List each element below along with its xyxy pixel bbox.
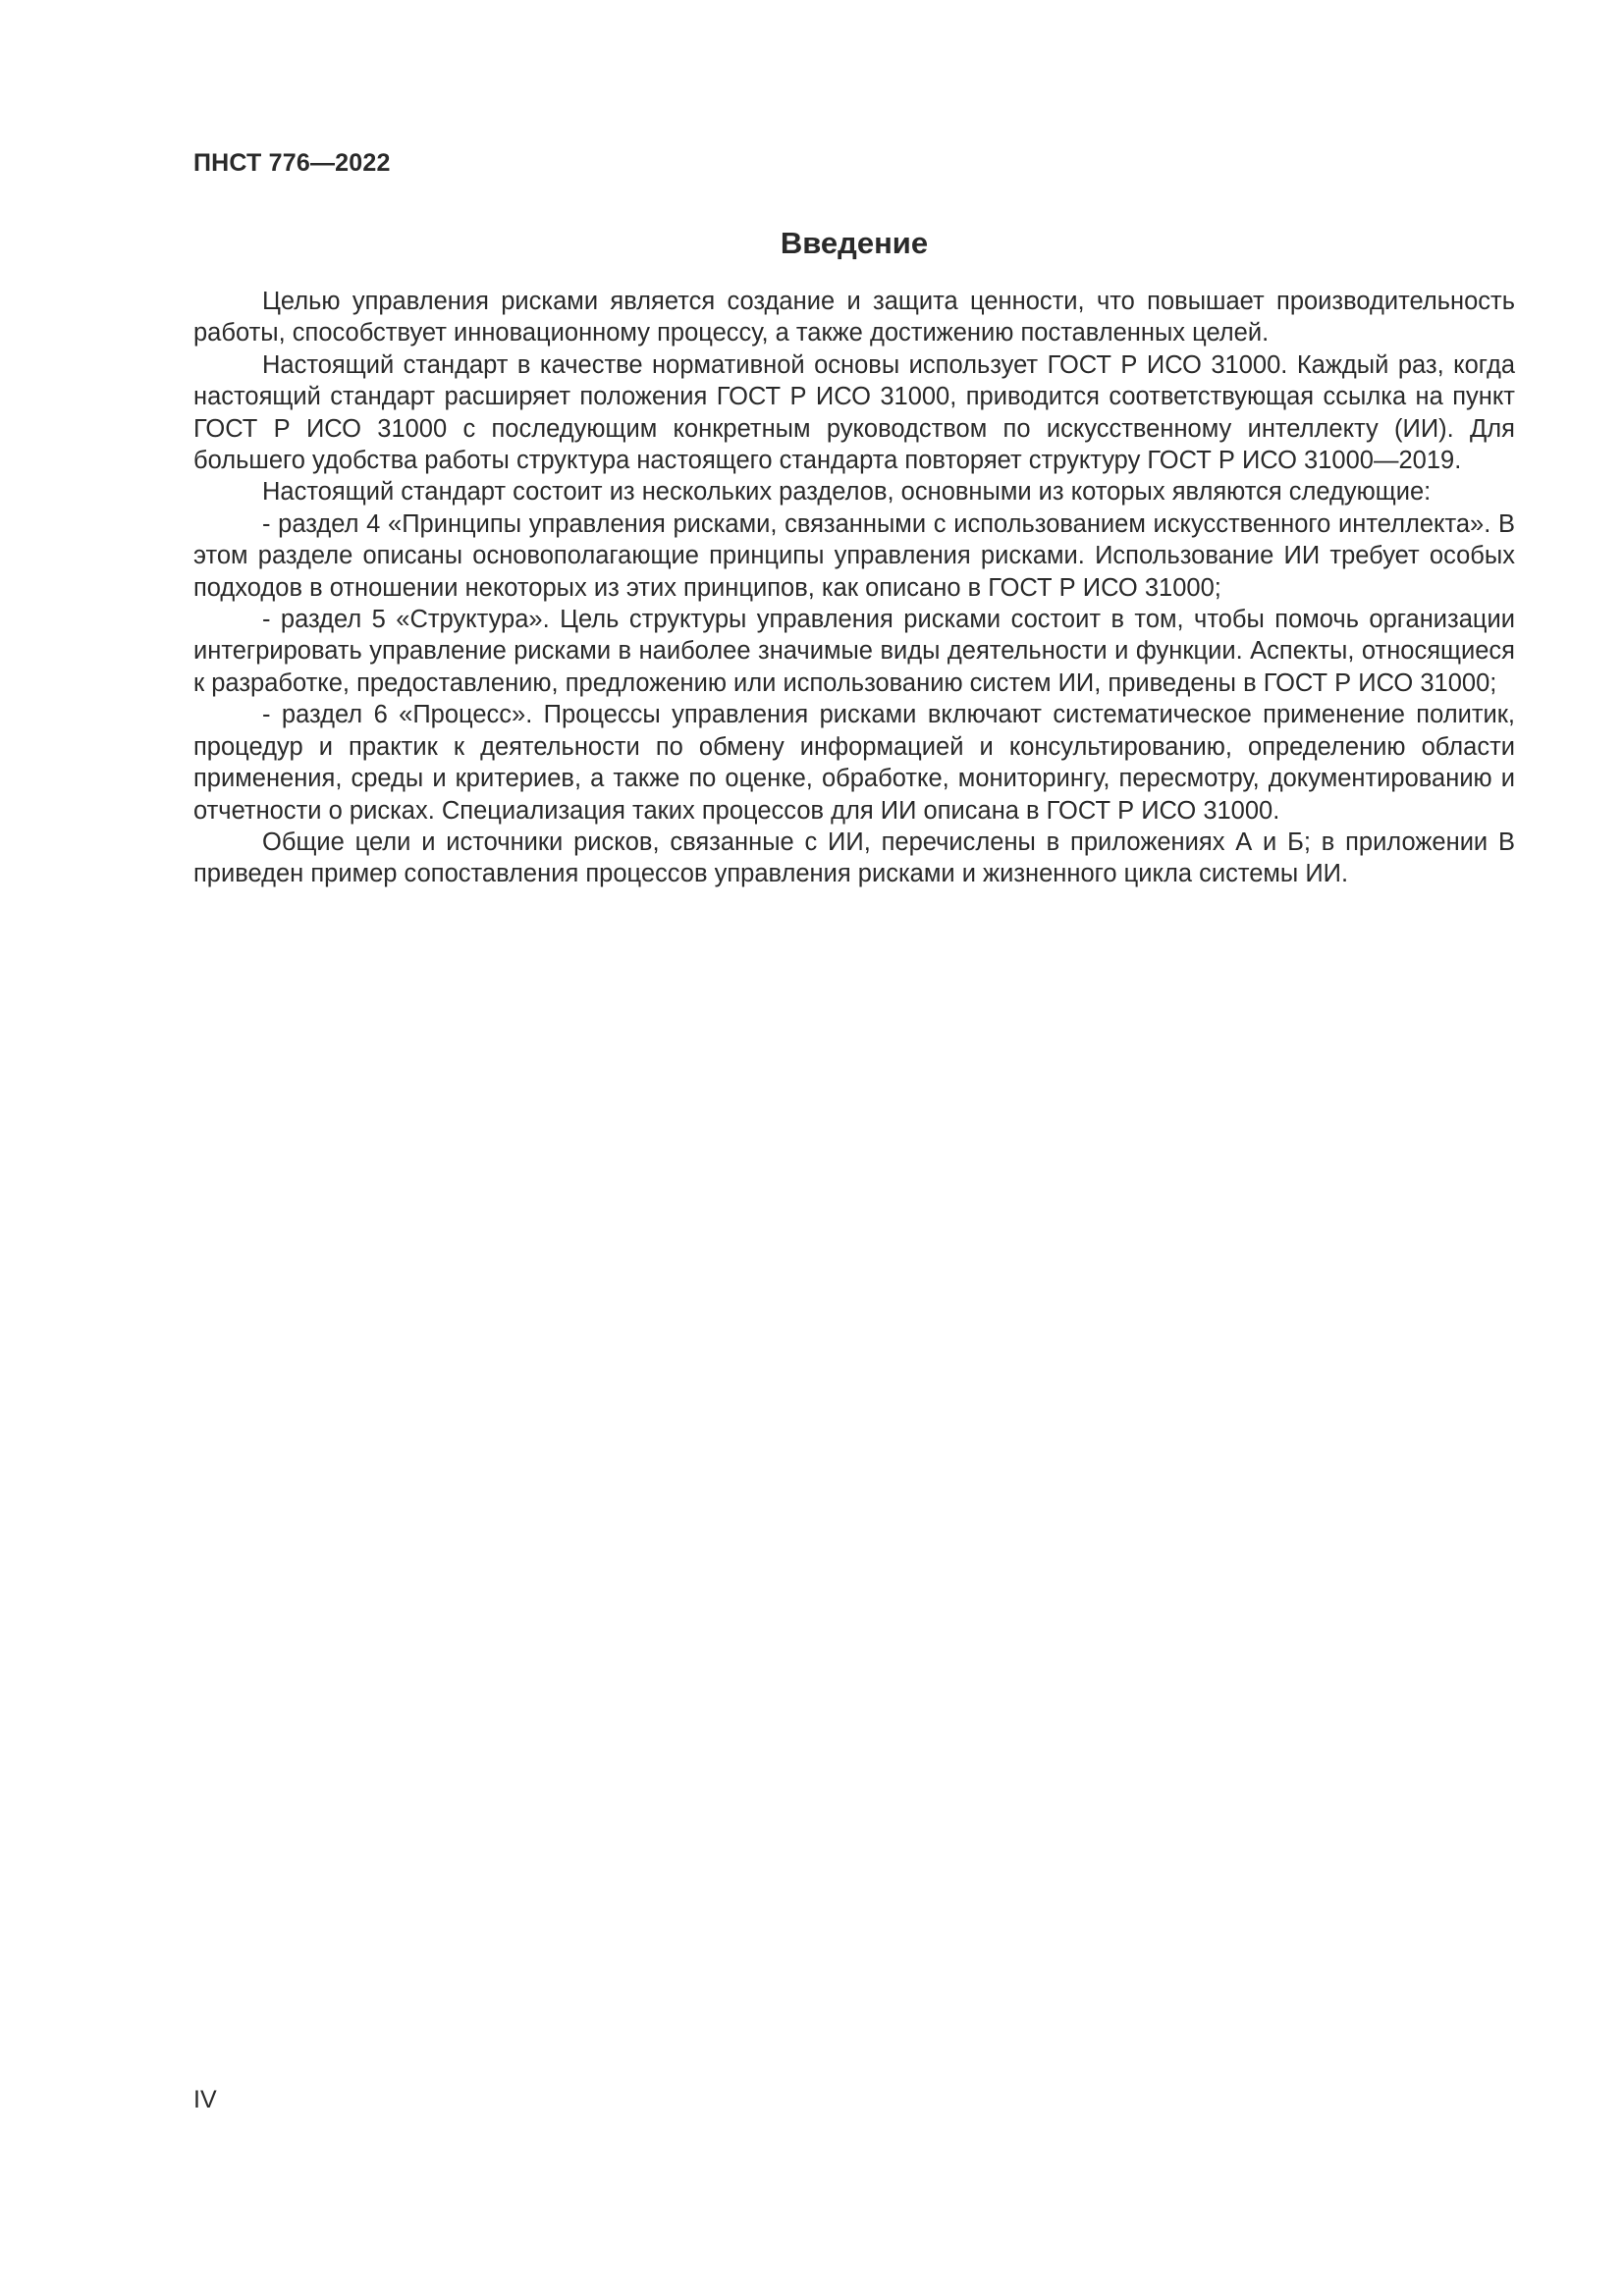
page-number: IV <box>193 2086 217 2113</box>
body-text <box>193 286 1515 890</box>
paragraph-structure-intro: Настоящий стандарт состоит из нескольких разделов, основными из которых являются следующие: <box>262 478 1432 507</box>
paragraph-purpose: Целью управления рисками является создание и защита ценности, что повышает производительность работы, способствует инновационному процессу, а также достижению поставленных целей. <box>193 288 1515 347</box>
list-item-section-6: - раздел 6 «Процесс». Процессы управления рисками включают систематическое применение политик, процедур и практик к деятельности по обмену информацией и консультированию, определению области применения, среды и критериев, а также по оценке, обработке, мониторингу, пересмотру, документированию и отчетности о рисках. Специализация таких процессов для ИИ описана в ГОСТ Р ИСО 31000. <box>193 701 1515 825</box>
paragraph-annexes: Общие цели и источники рисков, связанные с ИИ, перечислены в приложениях А и Б; в приложении В приведен пример сопоставления процессов управления рисками и жизненного цикла системы ИИ. <box>193 828 1515 888</box>
paragraph-normative-basis: Настоящий стандарт в качестве нормативной основы использует ГОСТ Р ИСО 31000. Каждый раз, когда настоящий стандарт расширяет положения ГОСТ Р ИСО 31000, приводится соответствующая ссылка на пункт ГОСТ Р ИСО 31000 с последующим конкретным руководством по искусственному интеллекту (ИИ). Для большего удобства работы структура настоящего стандарта повторяет структуру ГОСТ Р ИСО 31000—2019. <box>193 350 1515 475</box>
list-item-section-5: - раздел 5 «Структура». Цель структуры управления рисками состоит в том, чтобы помочь организации интегрировать управление рисками в наиболее значимые виды деятельности и функции. Аспекты, относящиеся к разработке, предоставлению, предложению или использованию систем ИИ, приведены в ГОСТ Р ИСО 31000; <box>193 606 1515 697</box>
list-item-section-4: - раздел 4 «Принципы управления рисками, связанными с использованием искусственного интеллекта». В этом разделе описаны основополагающие принципы управления рисками. Использование ИИ требует особых подходов в отношении некоторых из этих принципов, как описано в ГОСТ Р ИСО 31000; <box>193 509 1515 602</box>
section-title: Введение <box>780 226 929 260</box>
document-id: ПНСТ 776—2022 <box>193 149 391 177</box>
